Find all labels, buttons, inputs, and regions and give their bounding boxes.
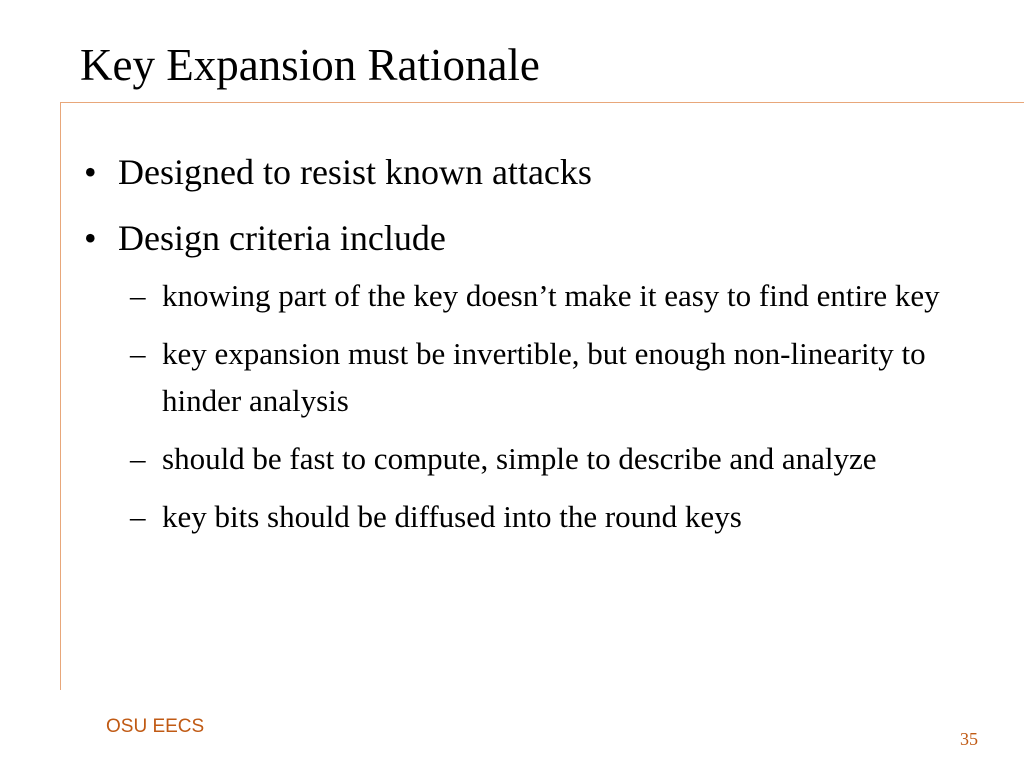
bullet-item: [78, 148, 1008, 196]
left-rule-vertical: [60, 102, 61, 690]
bullet-item: [78, 214, 1008, 262]
slide-body: [78, 148, 1008, 551]
sub-bullet-text: should be fast to compute, simple to describe and analyze: [162, 441, 877, 476]
dash-marker: –: [130, 499, 146, 534]
bullet-marker: •: [84, 218, 97, 258]
sub-bullet-item: [78, 330, 1008, 424]
title-rule-horizontal: [60, 102, 1024, 103]
dash-marker: –: [130, 441, 146, 476]
slide-title: Key Expansion Rationale: [80, 40, 540, 90]
sub-bullet-text: key bits should be diffused into the round keys: [162, 499, 742, 534]
footer-label: OSU EECS: [106, 716, 205, 737]
bullet-text: Designed to resist known attacks: [118, 152, 592, 192]
sub-bullet-list: [78, 272, 1008, 540]
sub-bullet-text: key expansion must be invertible, but enough non-linearity to hinder analysis: [162, 336, 926, 418]
bullet-marker: •: [84, 152, 97, 192]
sub-bullet-item: [78, 435, 1008, 482]
sub-bullet-item: [78, 493, 1008, 540]
dash-marker: –: [130, 278, 146, 313]
page-number: 35: [960, 729, 978, 749]
dash-marker: –: [130, 336, 146, 371]
bullet-text: Design criteria include: [118, 218, 446, 258]
sub-bullet-text: knowing part of the key doesn’t make it easy to find entire key: [162, 278, 940, 313]
sub-bullet-item: [78, 272, 1008, 319]
